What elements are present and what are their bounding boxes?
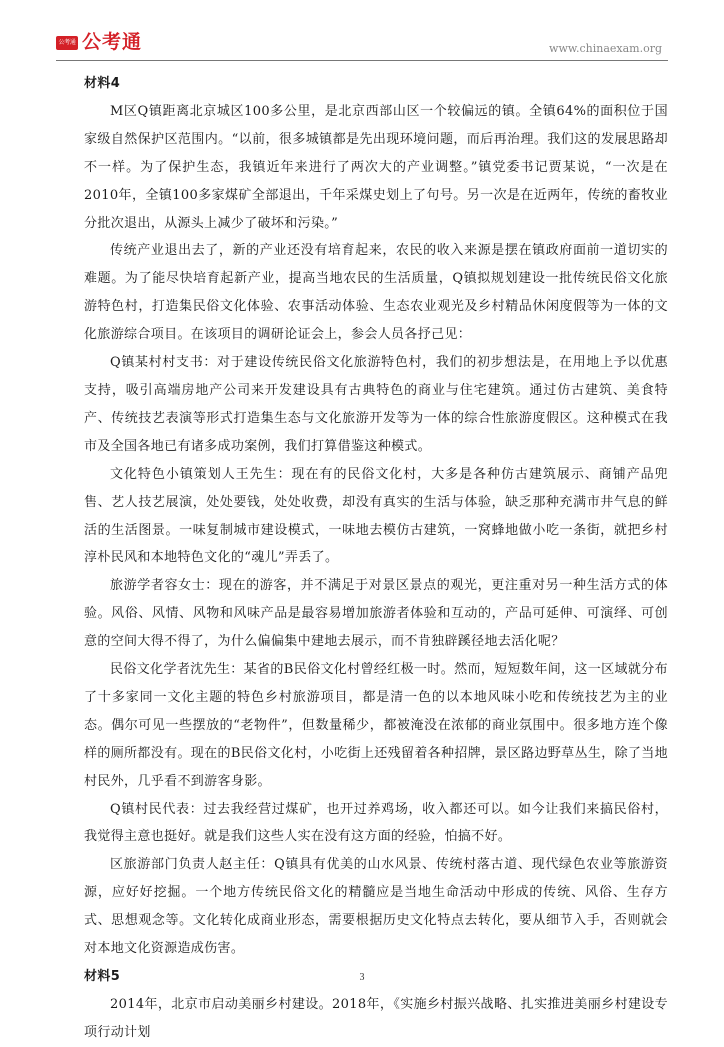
section-heading: 材料4 bbox=[84, 76, 121, 91]
paragraph: 2014年，北京市启动美丽乡村建设。2018年，《实施乡村振兴战略、扎实推进美丽乡村建设专项行动计划 bbox=[84, 996, 668, 1040]
paragraph: 旅游学者容女士：现在的游客，并不满足于对景区景点的观光，更注重对另一种生活方式的体验。风俗、风情、风物和风味产品是最容易增加旅游者体验和互动的，产品可延伸、可演绎、可创意的空间大得不得了，为什么偏偏集中建地去展示，而不肯独辟蹊径地去活化呢？ bbox=[84, 578, 668, 650]
document-body bbox=[84, 70, 668, 1047]
paragraph: 民俗文化学者沈先生：某省的B民俗文化村曾经红极一时。然而，短短数年间，这一区域就分布了十多家同一文化主题的特色乡村旅游项目，都是清一色的以本地风味小吃和传统技艺为主的业态。偶尔可见一些摆放的“老物件”，但数量稀少，都被淹没在浓郁的商业氛围中。很多地方连个像样的厕所都没有。现在的B民俗文化村，小吃街上还残留着各种招牌，景区路边野草丛生，除了当地村民外，几乎看不到游客身影。 bbox=[84, 662, 668, 789]
logo-badge-icon: 公考通 bbox=[56, 36, 78, 50]
paragraph: 传统产业退出去了，新的产业还没有培育起来，农民的收入来源是摆在镇政府面前一道切实的难题。为了能尽快培育起新产业，提高当地农民的生活质量，Q镇拟规划建设一批传统民俗文化旅游特色村，打造集民俗文化体验、农事活动体验、生态农业观光及乡村精品休闲度假等为一体的文化旅游综合项目。在该项目的调研论证会上，参会人员各抒己见： bbox=[84, 243, 668, 343]
header-divider bbox=[56, 60, 668, 61]
site-url: www.chinaexam.org bbox=[549, 42, 662, 55]
paragraph: Q镇某村村支书：对于建设传统民俗文化旅游特色村，我们的初步想法是，在用地上予以优惠支持，吸引高端房地产公司来开发建设具有古典特色的商业与住宅建筑。通过仿古建筑、美食特产、传统技艺表演等形式打造集生态与文化旅游开发等为一体的综合性旅游度假区。这种模式在我市及全国各地已有诸多成功案例，我们打算借鉴这种模式。 bbox=[84, 355, 668, 454]
section-heading: 材料5 bbox=[84, 969, 121, 984]
paragraph: 区旅游部门负责人赵主任：Q镇具有优美的山水风景、传统村落古道、现代绿色农业等旅游资源，应好好挖掘。一个地方传统民俗文化的精髓应是当地生命活动中形成的传统、风俗、生存方式、思想观念等。文化转化成商业形态，需要根据历史文化特点去转化，要从细节入手，否则就会对本地文化资源造成伤害。 bbox=[84, 857, 668, 957]
paragraph: Q镇村民代表：过去我经营过煤矿，也开过养鸡场，收入都还可以。如今让我们来搞民俗村，我觉得主意也挺好。就是我们这些人实在没有这方面的经验，怕搞不好。 bbox=[84, 801, 668, 845]
brand-logo: 公考通 bbox=[82, 31, 143, 53]
page-header bbox=[0, 0, 724, 64]
page-number: 3 bbox=[359, 972, 365, 983]
paragraph: 文化特色小镇策划人王先生：现在有的民俗文化村，大多是各种仿古建筑展示、商铺产品兜售、艺人技艺展演，处处要钱，处处收费，却没有真实的生活与体验，缺乏那种充满市井气息的鲜活的生活图景。一味复制城市建设模式，一味地去模仿古建筑，一窝蜂地做小吃一条街，就把乡村淳朴民风和本地特色文化的“魂儿”弄丢了。 bbox=[84, 466, 668, 566]
paragraph: M区Q镇距离北京城区100多公里，是北京西部山区一个较偏远的镇。全镇64%的面积位于国家级自然保护区范围内。“以前，很多城镇都是先出现环境问题，而后再治理。我们这的发展思路却不一样。为了保护生态，我镇近年来进行了两次大的产业调整。”镇党委书记贾某说，“一次是在2010年，全镇100多家煤矿全部退出，千年采煤史划上了句号。另一次是在近两年，传统的畜牧业分批次退出，从源头上减少了破坏和污染。” bbox=[84, 103, 668, 231]
